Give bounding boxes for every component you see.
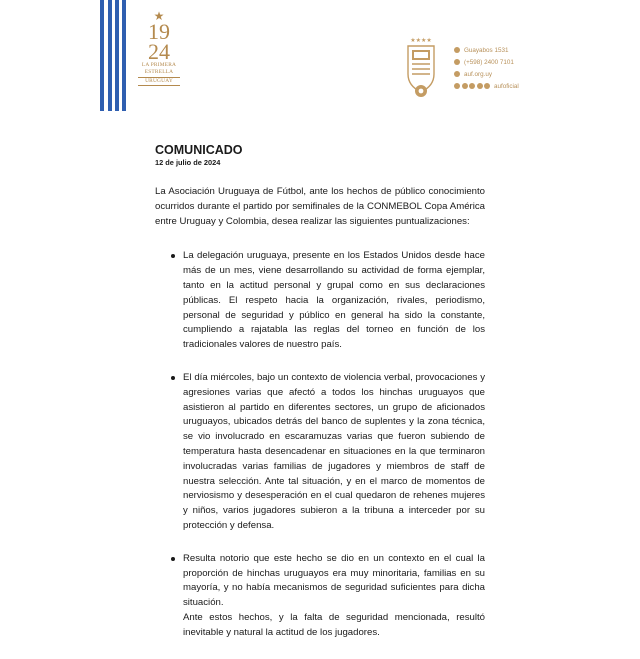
uruguay-flag-stripes xyxy=(100,0,126,111)
youtube-icon[interactable] xyxy=(477,83,483,89)
contact-web[interactable]: auf.org.uy xyxy=(454,68,519,80)
intro-paragraph: La Asociación Uruguaya de Fútbol, ante los hechos de público conocimiento ocurridos durante el partido por semifinales de la CONMEBOL Copa América entre Uruguay y Colombia, desea realizar las siguientes puntualizaciones: xyxy=(155,186,485,227)
twitter-icon[interactable] xyxy=(462,83,468,89)
location-icon xyxy=(454,47,460,53)
country-label: URUGUAY xyxy=(138,77,180,86)
list-item: El día miércoles, bajo un contexto de violencia verbal, provocaciones y agresiones varias que afectó a todos los hinchas uruguayos que asistieron al partido en diferentes sectores, un grupo de aficionados uruguayos, ubicados detrás del banco de suplentes y la zona técnica, se vio involucrado en escaramuzas varias que fueron subiendo de temperatura hasta desencadenar en situaciones en la que terminaron involucradas varias familias de jugadores y miembros de staff de nuestra selección. Ante tal situación, y en el marco de momentos de nerviosismo y desesperación en el cual quedaron de rehenes mujeres y niños, varios jugadores subieron a la tribuna a interceder por su protección y defensa. xyxy=(155,371,485,534)
crest-1924-logo xyxy=(138,10,180,110)
list-item: Resulta notorio que este hecho se dio en un contexto en el cual la proporción de hinchas uruguayos era muy minoritaria, familias en su mayoría, y no había mecanismos de seguridad suficientes para dicha situación. Ante estos hechos, y la falta de seguridad mencionada, resultó inevitable y natural la actitud de los jugadores. xyxy=(155,552,485,641)
contact-info xyxy=(454,44,519,92)
contact-address: Guayabos 1531 xyxy=(454,44,519,56)
contact-phone: (+598) 2400 7101 xyxy=(454,56,519,68)
tagline-2: ESTRELLA xyxy=(144,69,174,75)
svg-text:★★★★: ★★★★ xyxy=(410,37,432,44)
bullet-icon xyxy=(171,376,175,380)
page-title: COMUNICADO xyxy=(155,143,243,157)
bullet-list xyxy=(155,249,485,640)
auf-crest-logo xyxy=(404,36,438,100)
bullet-icon xyxy=(171,254,175,258)
year-top: 19 xyxy=(148,19,170,44)
tiktok-icon[interactable] xyxy=(484,83,490,89)
star-icon: ★ xyxy=(153,9,165,23)
facebook-icon[interactable] xyxy=(454,83,460,89)
tagline-1: LA PRIMERA xyxy=(141,62,177,68)
year-bottom: 24 xyxy=(148,39,170,64)
instagram-icon[interactable] xyxy=(469,83,475,89)
globe-icon xyxy=(454,71,460,77)
list-item: La delegación uruguaya, presente en los Estados Unidos desde hace más de un mes, viene desarrollando su actividad de forma ejemplar, tanto en la actitud personal y grupal como en sus declaraciones públicas. El respeto hacia la organización, rivales, periodismo, personal de seguridad y público en general ha sido la constante, cumpliendo a rajatabla las reglas del torneo en función de los tradicionales valores de nuestro país. xyxy=(155,249,485,353)
phone-icon xyxy=(454,59,460,65)
contact-social[interactable]: aufoficial xyxy=(454,80,519,92)
document-date: 12 de julio de 2024 xyxy=(155,158,221,167)
communique-body xyxy=(155,142,485,659)
bullet-icon xyxy=(171,557,175,561)
